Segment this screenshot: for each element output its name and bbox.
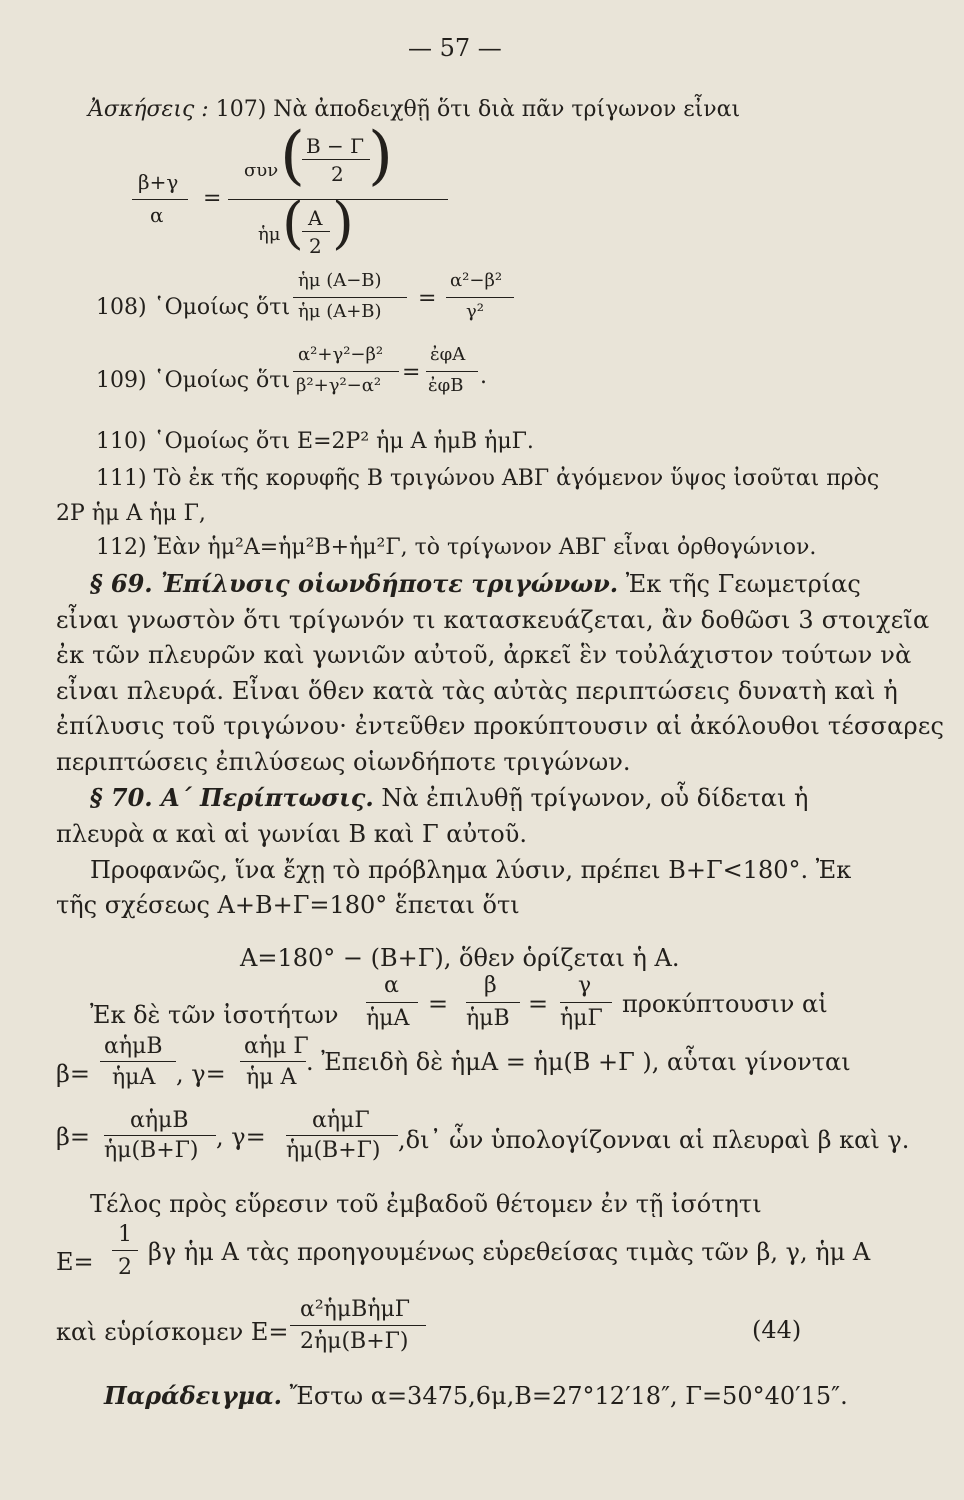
line-9: Τέλος πρὸς εὕρεσιν τοῦ ἐμβαδοῦ θέτομεν ἐν τῇ ἰσότητι [90,1190,762,1218]
eq-f2-bar [466,1002,520,1003]
f107-cos: συν [244,160,279,181]
f109-bar [293,371,399,372]
exercise-109-label: 109) ῾Ομοίως ὅτι [96,368,291,393]
f108-eq: = [418,286,437,311]
eq-f2-num: β [484,973,497,998]
eq-f1-num: α [384,973,399,998]
f109-num: α²+γ²−β² [298,344,384,365]
f107-cos-arg-num: Β − Γ [306,134,365,158]
l8-f1-den: ἡμ(Β+Γ) [104,1138,199,1163]
f107-sin-arg-num: Α [308,206,323,230]
f107-paren-right: ) [368,119,393,193]
l10-post: βγ ἡμ Α τὰς προηγουμένως εὑρεθείσας τιμὰς τῶν β, γ, ἡμ Α [148,1238,871,1266]
exercise-110: 110) ῾Ομοίως ὅτι Ε=2Ρ² ἡμ Α ἡμΒ ἡμΓ. [96,429,534,454]
exercise-112: 112) Ἐὰν ἡμ²Α=ἡμ²Β+ἡμ²Γ, τὸ τρίγωνον ΑΒΓ εἶναι ὀρθογώνιον. [96,535,817,560]
example-label: Παράδειγμα. [104,1381,283,1410]
section-69-title: § 69. Ἐπίλυσις οἱωνδήποτε τριγώνων. [90,569,619,598]
l7-f2-den: ἡμ Α [246,1065,297,1090]
exercise-111-line1: 111) Τὸ ἐκ τῆς κορυφῆς Β τριγώνου ΑΒΓ ἀγόμενον ὕψος ἰσοῦται πρὸς [96,466,880,491]
f107-sin-paren-right: ) [332,191,354,256]
f108-rhs-bar [446,297,514,298]
exercise-111-line2: 2Ρ ἡμ Α ἡμ Γ, [56,501,206,526]
f107-sin-arg-bar [302,231,330,232]
l7-f2-num: αἡμ Γ [244,1034,309,1059]
equalities-pre: Ἐκ δὲ τῶν ἰσοτήτων [90,1001,339,1029]
section-70-text1: Νὰ ἐπιλυθῇ τρίγωνον, οὗ δίδεται ἡ [381,784,809,812]
l10-den: 2 [118,1255,132,1280]
f109-end: . [480,364,487,389]
l8-f2-den: ἡμ(Β+Γ) [286,1138,381,1163]
section-69-line2: εἶναι γνωστὸν ὅτι τρίγωνόν τι κατασκευάζεται, ἂν δοθῶσι 3 στοιχεῖα [56,606,930,634]
eq-f3-num: γ [578,973,592,998]
l8-mid: , γ= [216,1123,266,1151]
section-69-line5: ἐπίλυσις τοῦ τριγώνου· ἐντεῦθεν προκύπτουσιν αἱ ἀκόλουθοι τέσσαρες [56,712,945,740]
f107-sin-paren-left: ( [282,191,304,256]
f108-den: ἡμ (Α+Β) [298,301,382,322]
l7-b: β= [56,1060,90,1088]
f109-rhs-num: ἐφΑ [430,344,466,365]
l10-num: 1 [118,1222,132,1247]
l10-E: Ε= [56,1248,94,1276]
eq-sign-2: = [528,990,549,1018]
f107-paren-left: ( [280,119,305,193]
eq-sign-1: = [428,990,449,1018]
section-69-line1 [90,569,861,598]
f107-lhs-num: β+γ [138,170,179,194]
f108-rhs-num: α²−β² [450,270,503,291]
f109-rhs-bar [426,371,478,372]
l11-pre: καὶ εὑρίσκομεν Ε= [56,1318,289,1346]
l7-f1-den: ἡμΑ [112,1065,156,1090]
eq-f3-den: ἡμΓ [560,1006,603,1031]
l11-den: 2ἡμ(Β+Γ) [300,1329,409,1354]
l7-mid: , γ= [176,1060,226,1088]
l7-f1-num: αἡμΒ [104,1034,163,1059]
f107-cos-arg-den: 2 [331,162,344,186]
l8-f2-num: αἡμΓ [312,1108,370,1133]
exercise-108-label: 108) ῾Ομοίως ὅτι [96,295,291,320]
f107-sin-arg-den: 2 [309,234,322,258]
f108-num: ἡμ (Α−Β) [298,270,382,291]
section-70-line2: πλευρὰ α καὶ αἱ γωνίαι Β καὶ Γ αὐτοῦ. [56,820,527,848]
f107-sin: ἡμ [258,224,281,245]
l11-bar [290,1325,426,1326]
section-69-line4: εἶναι πλευρά. Εἶναι ὅθεν κατὰ τὰς αὐτὰς περιπτώσεις δυνατὴ καὶ ἡ [56,677,898,705]
l8-post: ,δι᾽ ὧν ὑπολογίζονναι αἱ πλευραὶ β καὶ γ. [398,1126,910,1154]
exercises-heading: Ἀσκήσεις : [88,97,209,122]
page-number: — 57 — [408,34,502,62]
section-70-line5: Α=180° − (Β+Γ), ὅθεν ὁρίζεται ἡ Α. [240,944,680,972]
f108-bar [293,297,407,298]
l7-post: . Ἐπειδὴ δὲ ἡμΑ = ἡμ(Β +Γ ), αὗται γίνονται [306,1048,851,1076]
section-70-line4: τῆς σχέσεως Α+Β+Γ=180° ἕπεται ὅτι [56,891,520,919]
eq-f1-den: ἡμΑ [366,1006,410,1031]
exercise-107-text: 107) Νὰ ἀποδειχθῇ ὅτι διὰ πᾶν τρίγωνον εἶναι [215,97,741,122]
f107-lhs-den: α [150,203,164,227]
section-69-line6: περιπτώσεις ἐπιλύσεως οἱωνδήποτε τριγώνων. [56,748,631,776]
f107-lhs-bar [132,199,188,200]
f108-rhs-den: γ² [466,301,484,322]
section-69-text1: Ἐκ τῆς Γεωμετρίας [625,570,861,598]
eq-f2-den: ἡμΒ [466,1006,510,1031]
example-text: Ἔστω α=3475,6μ,Β=27°12′18″, Γ=50°40′15″. [289,1382,848,1410]
section-69-line3: ἐκ τῶν πλευρῶν καὶ γωνιῶν αὐτοῦ, ἀρκεῖ ἓν τοὐλάχιστον τούτων νὰ [56,641,912,669]
section-70-title: § 70. Α΄ Περίπτωσις. [90,783,374,812]
f109-eq: = [402,360,421,385]
eq-f1-bar [366,1002,418,1003]
l8-f1-bar [104,1135,216,1136]
l8-b: β= [56,1123,90,1151]
example-line [104,1381,848,1410]
equation-tag-44: (44) [752,1316,802,1344]
f109-den: β²+γ²−α² [296,375,382,396]
f107-eq: = [203,186,222,211]
l7-f2-bar [240,1061,306,1062]
l11-num: α²ἡμΒἡμΓ [300,1297,411,1322]
l8-f2-bar [286,1135,398,1136]
l10-bar [112,1250,138,1251]
eq-f3-bar [560,1002,612,1003]
f109-rhs-den: ἐφΒ [428,375,464,396]
f107-cos-arg-bar [302,159,370,160]
section-70-line1 [90,783,809,812]
l8-f1-num: αἡμΒ [130,1108,189,1133]
equalities-post: προκύπτουσιν αἱ [622,990,828,1018]
l7-f1-bar [100,1061,176,1062]
section-70-line3: Προφανῶς, ἵνα ἔχῃ τὸ πρόβλημα λύσιν, πρέπει Β+Γ<180°. Ἐκ [90,856,852,884]
exercises-line-107 [88,99,740,121]
